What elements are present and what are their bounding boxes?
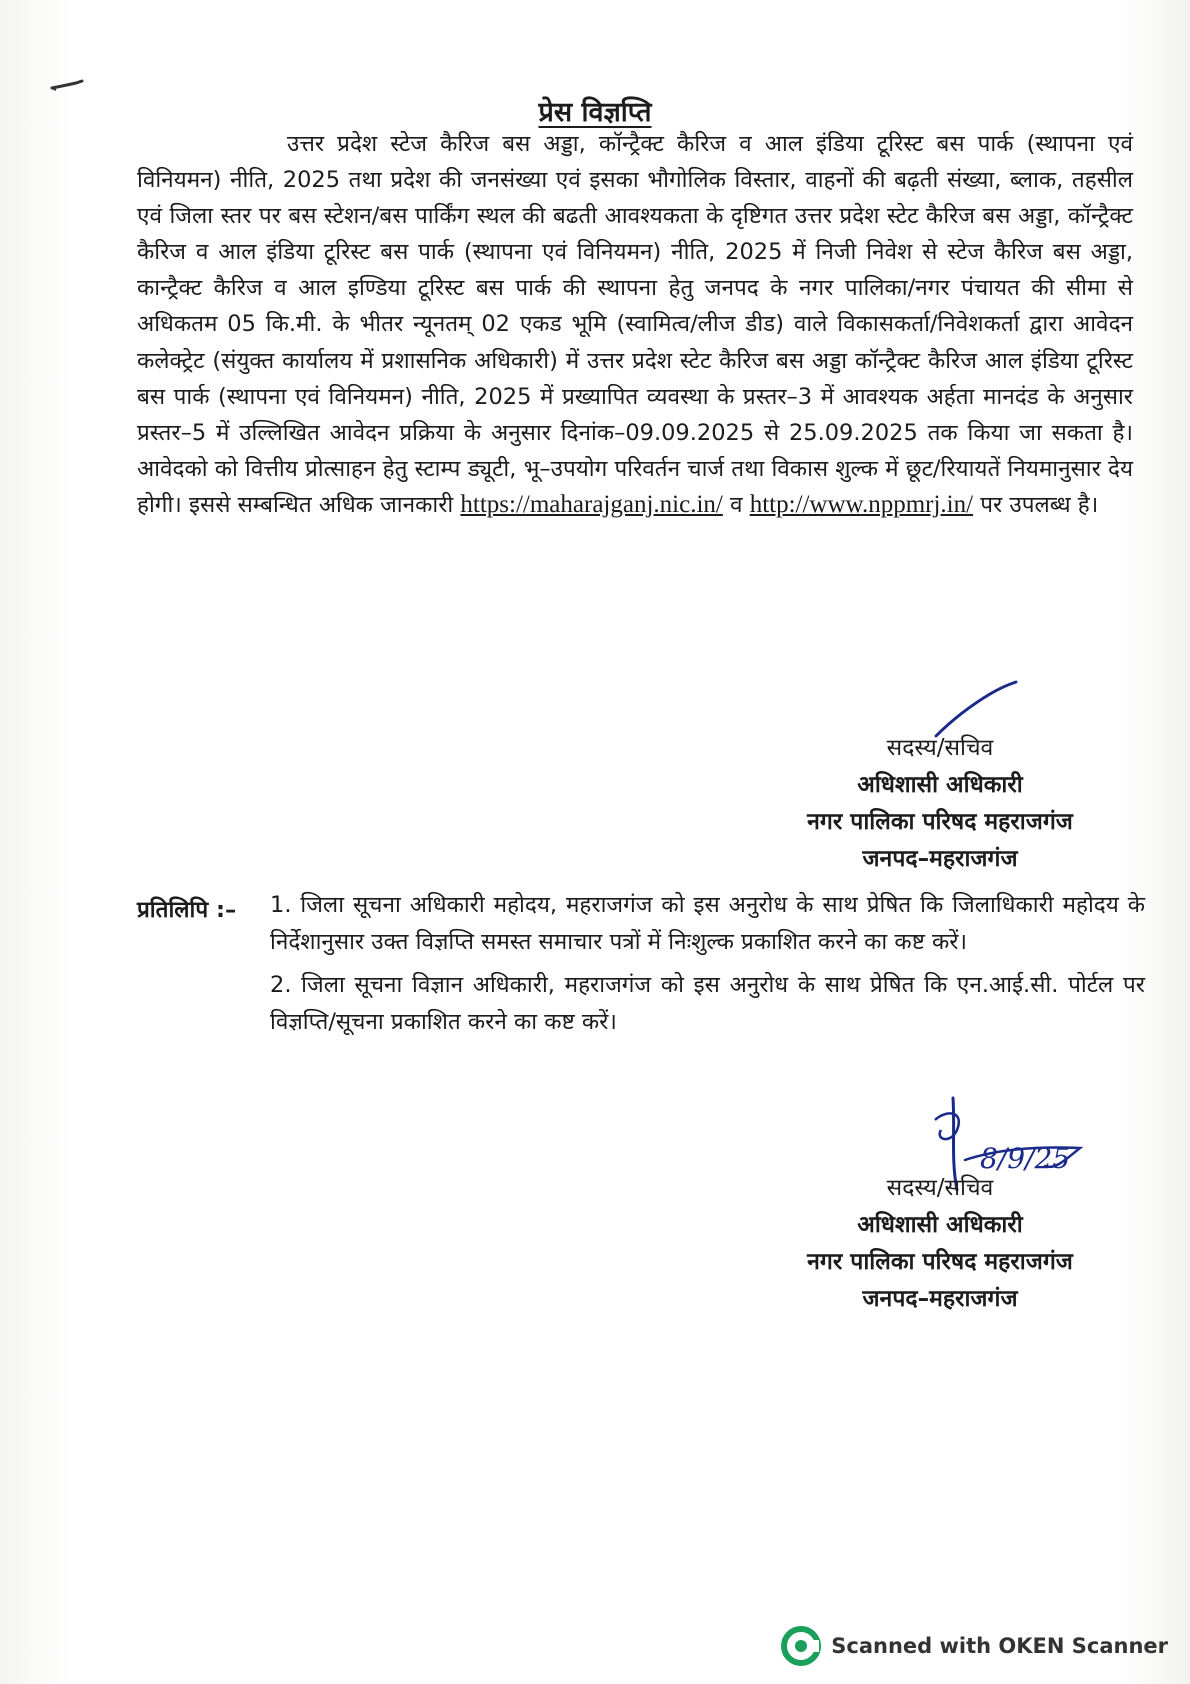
signatory-officer: अधिशासी अधिकारी: [857, 1212, 1023, 1238]
oken-scanner-logo-icon: [781, 1626, 821, 1666]
signatory-office: नगर पालिका परिषद महराजगंज: [807, 1249, 1073, 1275]
body-text-main: उत्तर प्रदेश स्टेज कैरिज बस अड्डा, कॉन्ट्रैक्ट कैरिज व आल इंडिया टूरिस्ट बस पार्क (स्थापना एवं विनियमन) नीति, 2025 तथा प्रदेश की जनसंख्या एवं इसका भौगोलिक विस्तार, वाहनों की बढ़ती संख्या, ब्लाक, तहसील एवं जिला स्तर पर बस स्टेशन/बस पार्किंग स्थल की बढती आवश्यकता के दृष्टिगत उत्तर प्रदेश स्टेट कैरिज बस अड्डा, कॉन्ट्रैक्ट कैरिज व आल इंडिया टूरिस्ट बस पार्क (स्थापना एवं विनियमन) नीति, 2025 में निजी निवेश से स्टेज कैरिज बस अड्डा, कान्ट्रैक्ट कैरिज व आल इण्डिया टूरिस्ट बस पार्क की स्थापना हेतु जनपद के नगर पालिका/नगर पंचायत की सीमा से अधिकतम 05 कि.मी. के भीतर न्यूनतम् 02 एकड भूमि (स्वामित्व/लीज डीड) वाले विकासकर्ता/निवेशकर्ता द्वारा आवेदन कलेक्ट्रेट (संयुक्त कार्यालय में प्रशासनिक अधिकारी) में उत्तर प्रदेश स्टेट कैरिज बस अड्डा कॉन्ट्रैक्ट कैरिज आल इंडिया टूरिस्ट बस पार्क (स्थापना एवं विनियमन) नीति, 2025 में प्रख्यापित व्यवस्था के प्रस्तर–3 में आवश्यक अर्हता मानदंड के अनुसार प्रस्तर–5 में उल्लिखित आवेदन प्रक्रिया के अनुसार दिनांक–09.09.2025 से 25.09.2025 तक किया जा सकता है। आवेदको को वित्तीय प्रोत्साहन हेतु स्टाम्प ड्यूटी, भू–उपयोग परिवर्तन चार्ज तथा विकास शुल्क में छूट/रियायतें नियमानुसार देय होगी। इससे सम्बन्धित अधिक जानकारी: [137, 131, 1133, 518]
copy-list: [270, 887, 1145, 1047]
signatory-designation: सदस्य/सचिव: [886, 735, 994, 761]
signatory-officer: अधिशासी अधिकारी: [857, 772, 1023, 798]
page-title: प्रेस विज्ञप्ति: [538, 97, 652, 128]
press-release-body: [137, 126, 1133, 523]
signature-block-1: [760, 730, 1120, 878]
scanner-text: Scanned with OKEN Scanner: [831, 1634, 1168, 1658]
body-text-connector: व: [730, 491, 750, 518]
scanner-watermark: [781, 1626, 1168, 1666]
link-maharajganj-nic[interactable]: https://maharajganj.nic.in/: [460, 490, 723, 518]
signatory-designation: सदस्य/सचिव: [886, 1175, 994, 1201]
body-text-end: पर उपलब्ध है।: [980, 491, 1099, 518]
copy-item-1: 1. जिला सूचना अधिकारी महोदय, महराजगंज को इस अनुरोध के साथ प्रेषित कि जिलाधिकारी महोदय के निर्देशानुसार उक्त विज्ञप्ति समस्त समाचार पत्रों में निःशुल्क प्रकाशित करने का कष्ट करें।: [270, 892, 1145, 955]
signature-block-2: [760, 1170, 1120, 1318]
signatory-office: नगर पालिका परिषद महराजगंज: [807, 809, 1073, 835]
copy-item-2: 2. जिला सूचना विज्ञान अधिकारी, महराजगंज को इस अनुरोध के साथ प्रेषित कि एन.आई.सी. पोर्टल पर विज्ञप्ति/सूचना प्रकाशित करने का कष्ट करें।: [270, 972, 1145, 1035]
handwritten-date: 8/9/25: [980, 1142, 1071, 1175]
signatory-district: जनपद–महराजगंज: [862, 846, 1018, 872]
link-nppmrj[interactable]: http://www.nppmrj.in/: [749, 490, 974, 518]
copy-label: प्रतिलिपि :–: [137, 897, 237, 923]
signatory-district: जनपद–महराजगंज: [862, 1286, 1018, 1312]
